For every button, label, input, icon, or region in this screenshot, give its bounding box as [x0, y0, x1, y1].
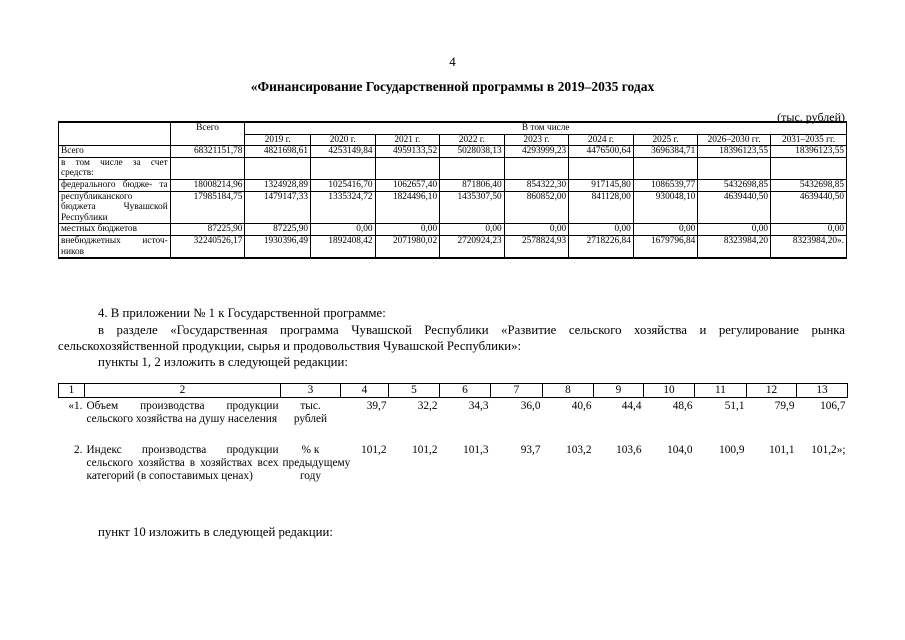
column-header: 10: [644, 384, 695, 398]
cell-value: 4293999,23: [504, 146, 569, 158]
cell-value: 0,00: [440, 224, 505, 236]
row-total: 87225,90: [170, 224, 245, 236]
column-header: 8: [543, 384, 594, 398]
empty-cell: [771, 157, 847, 179]
column-header: 7: [491, 384, 543, 398]
cell-value: 0,00: [771, 224, 847, 236]
paragraph-points-1-2: пункты 1, 2 изложить в следующей редакции:: [98, 355, 348, 369]
cell-value: 8323984,20».: [771, 235, 847, 258]
financing-table: [58, 121, 847, 259]
cell-value: 51,1: [724, 400, 745, 412]
cell-value: 2071980,02: [375, 235, 440, 258]
row-total: 32240526,17: [170, 235, 245, 258]
year-header: 2019 г.: [245, 134, 311, 146]
cell-value: 1086539,77: [633, 179, 698, 191]
cell-value: 44,4: [621, 400, 642, 412]
cell-value: 101,1: [769, 444, 795, 456]
paragraph-section-line2: сельскохозяйственной продукции, сырья и продовольствия Чувашской Республики»:: [58, 339, 522, 353]
table-row: [59, 179, 847, 191]
cell-value: 101,2»;: [811, 444, 846, 456]
year-header: 2022 г.: [440, 134, 505, 146]
column-header: 11: [695, 384, 747, 398]
row-label: Всего: [59, 146, 171, 158]
cell-value: 104,0: [667, 444, 693, 456]
empty-cell: [375, 157, 440, 179]
units-label: (тыс. рублей): [777, 110, 845, 124]
indicator-name: Объем производства продукции сельского хозяйства на душу населения: [86, 400, 279, 425]
cell-value: 1435307,50: [440, 191, 505, 224]
cell-value: 79,9: [774, 400, 795, 412]
row-total: 17985184,75: [170, 191, 245, 224]
cell-value: 34,3: [468, 400, 489, 412]
empty-cell: [504, 157, 569, 179]
cell-value: 0,00: [375, 224, 440, 236]
empty-cell: [170, 157, 245, 179]
cell-value: 0,00: [633, 224, 698, 236]
table-row: [59, 398, 848, 427]
cell-value: 1062657,40: [375, 179, 440, 191]
year-header: 2026–2030 гг.: [698, 134, 771, 146]
cell-value: 4639440,50: [771, 191, 847, 224]
cell-value: 0,00: [504, 224, 569, 236]
year-header: 2023 г.: [504, 134, 569, 146]
cell-value: 3696384,71: [633, 146, 698, 158]
cell-value: 32,2: [417, 400, 438, 412]
row-number: «1.: [68, 400, 83, 412]
indicator-unit: % к предыдущему году: [282, 444, 351, 482]
cell-value: 0,00: [311, 224, 376, 236]
cell-value: 87225,90: [245, 224, 311, 236]
cell-value: 101,3: [463, 444, 489, 456]
cell-value: 4253149,84: [311, 146, 376, 158]
row-label: в том числе за счет средств:: [59, 157, 171, 179]
cell-value: 106,7: [820, 400, 846, 412]
paragraph-section-line1: в разделе «Государственная программа Чувашской Республики «Развитие сельского хозяйства и регулирование рынка: [98, 323, 845, 337]
cell-value: 1930396,49: [245, 235, 311, 258]
cell-value: 103,6: [616, 444, 642, 456]
cell-value: 841128,00: [569, 191, 634, 224]
cell-value: 930048,10: [633, 191, 698, 224]
table-row: [59, 224, 847, 236]
indicators-table: [58, 383, 848, 483]
row-label: местных бюджетов: [59, 224, 171, 236]
indicators-header-row: [59, 384, 848, 398]
corner-cell: [59, 122, 171, 146]
header-total: Всего: [170, 122, 245, 146]
column-header: 6: [440, 384, 491, 398]
cell-value: 1335324,72: [311, 191, 376, 224]
empty-cell: [569, 157, 634, 179]
table-row: [59, 157, 847, 179]
row-label: федерального бюдже- та: [59, 179, 171, 191]
cell-value: 18396123,55: [771, 146, 847, 158]
spacer-cell: [59, 426, 848, 442]
cell-value: 2718226,84: [569, 235, 634, 258]
row-label: внебюджетных источ- ников: [59, 235, 171, 258]
empty-cell: [698, 157, 771, 179]
cell-value: 48,6: [672, 400, 693, 412]
column-header: 12: [747, 384, 797, 398]
column-header: 13: [797, 384, 848, 398]
cell-value: 5028038,13: [440, 146, 505, 158]
cell-value: 100,9: [719, 444, 745, 456]
cell-value: 1824496,10: [375, 191, 440, 224]
empty-cell: [311, 157, 376, 179]
cell-value: 5432698,85: [698, 179, 771, 191]
cell-value: 860852,00: [504, 191, 569, 224]
column-header: 4: [341, 384, 389, 398]
column-header: 5: [389, 384, 440, 398]
page-number: 4: [449, 54, 456, 69]
cell-value: 101,2: [361, 444, 387, 456]
cell-value: 101,2: [412, 444, 438, 456]
cell-value: 1679796,84: [633, 235, 698, 258]
paragraph-item-4: 4. В приложении № 1 к Государственной программе:: [98, 306, 386, 320]
row-total: 68321151,78: [170, 146, 245, 158]
year-header: 2021 г.: [375, 134, 440, 146]
row-number: 2.: [74, 444, 83, 456]
table-row: [59, 442, 848, 483]
cell-value: 8323984,20: [698, 235, 771, 258]
year-header: 2025 г.: [633, 134, 698, 146]
cell-value: 871806,40: [440, 179, 505, 191]
indicator-unit: тыс. рублей: [293, 400, 328, 425]
cell-value: 103,2: [566, 444, 592, 456]
cell-value: 0,00: [569, 224, 634, 236]
cell-value: 4821698,61: [245, 146, 311, 158]
empty-cell: [245, 157, 311, 179]
cell-value: 2720924,23: [440, 235, 505, 258]
paragraph-point-10: пункт 10 изложить в следующей редакции:: [98, 525, 333, 539]
column-header: 3: [281, 384, 341, 398]
table-row: [59, 235, 847, 258]
cell-value: 917145,80: [569, 179, 634, 191]
cell-value: 1324928,89: [245, 179, 311, 191]
cell-value: 2578824,93: [504, 235, 569, 258]
cell-value: 4639440,50: [698, 191, 771, 224]
cell-value: 1892408,42: [311, 235, 376, 258]
cell-value: 40,6: [571, 400, 592, 412]
year-header: 2024 г.: [569, 134, 634, 146]
year-header: 2020 г.: [311, 134, 376, 146]
empty-cell: [633, 157, 698, 179]
cell-value: 0,00: [698, 224, 771, 236]
financing-header-row: [59, 122, 847, 134]
year-header: 2031–2035 гг.: [771, 134, 847, 146]
row-total: 18008214,96: [170, 179, 245, 191]
cell-value: 1479147,33: [245, 191, 311, 224]
header-group: В том числе: [245, 122, 847, 134]
section-title: «Финансирование Государственной программы в 2019–2035 годах: [250, 79, 655, 94]
empty-cell: [440, 157, 505, 179]
cell-value: 4959133,52: [375, 146, 440, 158]
cell-value: 4476500,64: [569, 146, 634, 158]
cell-value: 93,7: [520, 444, 541, 456]
row-spacer: [59, 426, 848, 442]
table-row: [59, 146, 847, 158]
row-label: республиканского бюджета Чувашской Республики: [59, 191, 171, 224]
cell-value: 18396123,55: [698, 146, 771, 158]
cell-value: 39,7: [366, 400, 387, 412]
cell-value: 1025416,70: [311, 179, 376, 191]
table-row: [59, 191, 847, 224]
indicator-name: Индекс производства продукции сельского хозяйства в хозяйствах всех категорий (в сопоставимых ценах): [86, 444, 279, 482]
cell-value: 854322,30: [504, 179, 569, 191]
column-header: 2: [85, 384, 281, 398]
column-header: 1: [59, 384, 85, 398]
column-header: 9: [594, 384, 644, 398]
cell-value: 36,0: [520, 400, 541, 412]
cell-value: 5432698,85: [771, 179, 847, 191]
